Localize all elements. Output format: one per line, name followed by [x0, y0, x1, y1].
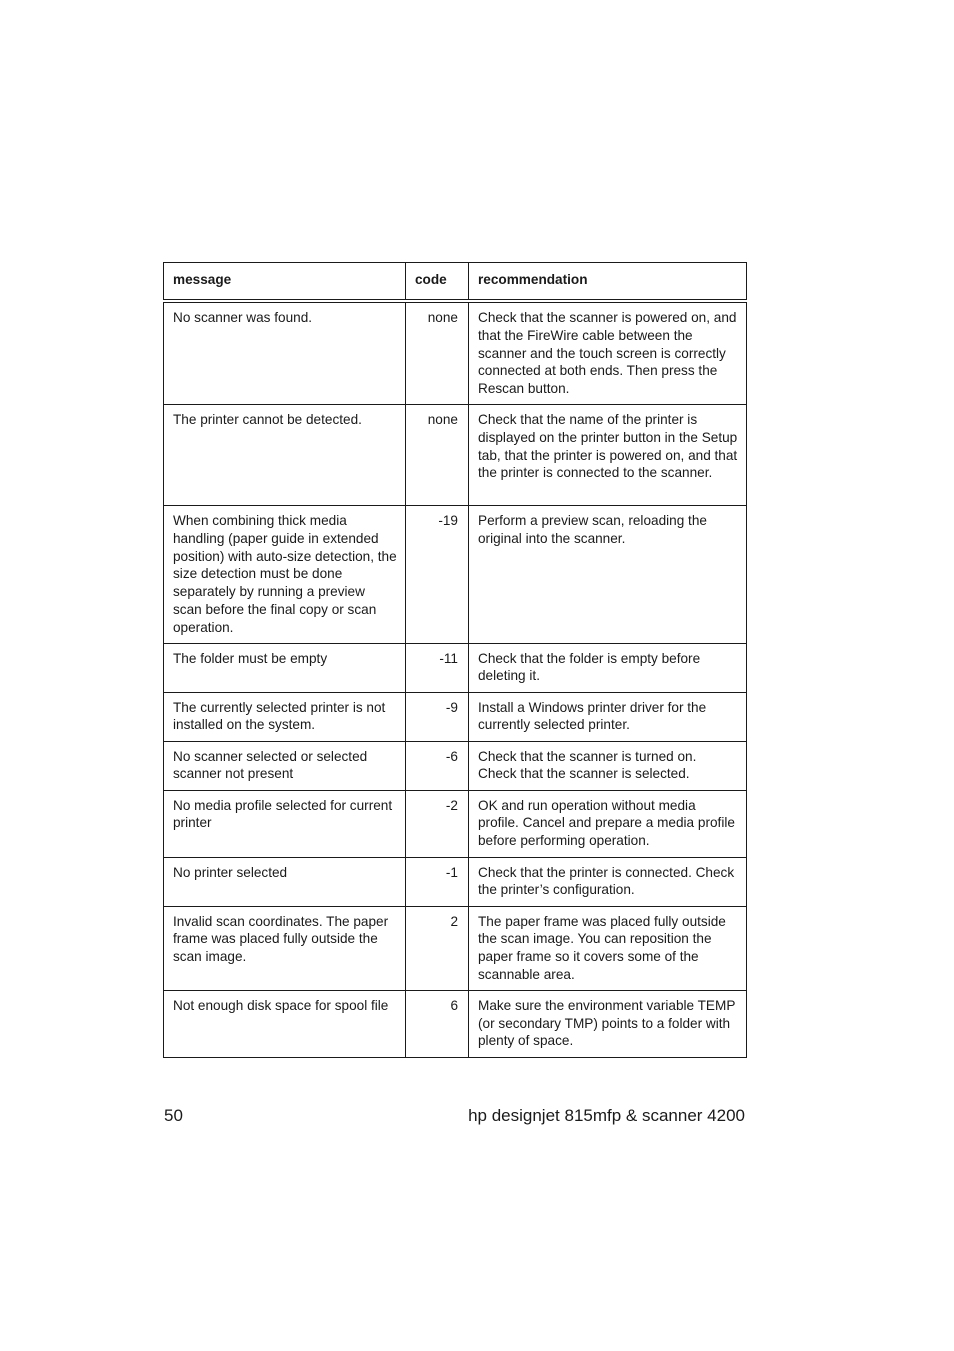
code-cell: -2 — [406, 790, 469, 857]
error-message-table — [163, 262, 747, 1058]
code-cell: 6 — [406, 990, 469, 1057]
column-header-message: message — [164, 263, 406, 302]
page-number: 50 — [164, 1106, 183, 1125]
table-row — [164, 643, 747, 692]
message-cell: The currently selected printer is not installed on the system. — [164, 692, 406, 741]
recommendation-cell: Check that the name of the printer is displayed on the printer button in the Setup tab, that the printer is powered on, and that the printer is connected to the scanner. — [469, 404, 747, 505]
code-cell: -1 — [406, 857, 469, 906]
recommendation-cell: The paper frame was placed fully outside the scan image. You can reposition the paper frame so it covers some of the scannable area. — [469, 906, 747, 990]
table-row — [164, 990, 747, 1057]
code-cell: -6 — [406, 741, 469, 790]
recommendation-cell: Install a Windows printer driver for the currently selected printer. — [469, 692, 747, 741]
table-row — [164, 741, 747, 790]
table-row — [164, 505, 747, 643]
message-cell: The folder must be empty — [164, 643, 406, 692]
message-cell: No scanner was found. — [164, 301, 406, 404]
code-cell: -11 — [406, 643, 469, 692]
message-cell: No scanner selected or selected scanner not present — [164, 741, 406, 790]
table-row — [164, 301, 747, 404]
table-row — [164, 404, 747, 505]
table-row — [164, 906, 747, 990]
code-cell: none — [406, 404, 469, 505]
message-cell: Invalid scan coordinates. The paper frame was placed fully outside the scan image. — [164, 906, 406, 990]
recommendation-cell: OK and run operation without media profile. Cancel and prepare a media profile before performing operation. — [469, 790, 747, 857]
column-header-code: code — [406, 263, 469, 302]
table-header-row — [164, 263, 747, 302]
message-cell: The printer cannot be detected. — [164, 404, 406, 505]
code-cell: -19 — [406, 505, 469, 643]
recommendation-cell: Perform a preview scan, reloading the original into the scanner. — [469, 505, 747, 643]
footer-product-title: hp designjet 815mfp & scanner 4200 — [468, 1106, 745, 1125]
recommendation-cell: Make sure the environment variable TEMP (or secondary TMP) points to a folder with plenty of space. — [469, 990, 747, 1057]
table-row — [164, 790, 747, 857]
column-header-recommendation: recommendation — [469, 263, 747, 302]
table-row — [164, 857, 747, 906]
message-cell: When combining thick media handling (paper guide in extended position) with auto-size detection, the size detection must be done separately by running a preview scan before the final copy or scan operation. — [164, 505, 406, 643]
recommendation-cell: Check that the scanner is powered on, and that the FireWire cable between the scanner and the touch screen is correctly connected at both ends. Then press the Rescan button. — [469, 301, 747, 404]
message-cell: Not enough disk space for spool file — [164, 990, 406, 1057]
code-cell: -9 — [406, 692, 469, 741]
table-row — [164, 692, 747, 741]
recommendation-cell: Check that the folder is empty before deleting it. — [469, 643, 747, 692]
code-cell: 2 — [406, 906, 469, 990]
recommendation-cell: Check that the scanner is turned on. Check that the scanner is selected. — [469, 741, 747, 790]
code-cell: none — [406, 301, 469, 404]
message-cell: No printer selected — [164, 857, 406, 906]
recommendation-cell: Check that the printer is connected. Check the printer’s configuration. — [469, 857, 747, 906]
message-cell: No media profile selected for current printer — [164, 790, 406, 857]
